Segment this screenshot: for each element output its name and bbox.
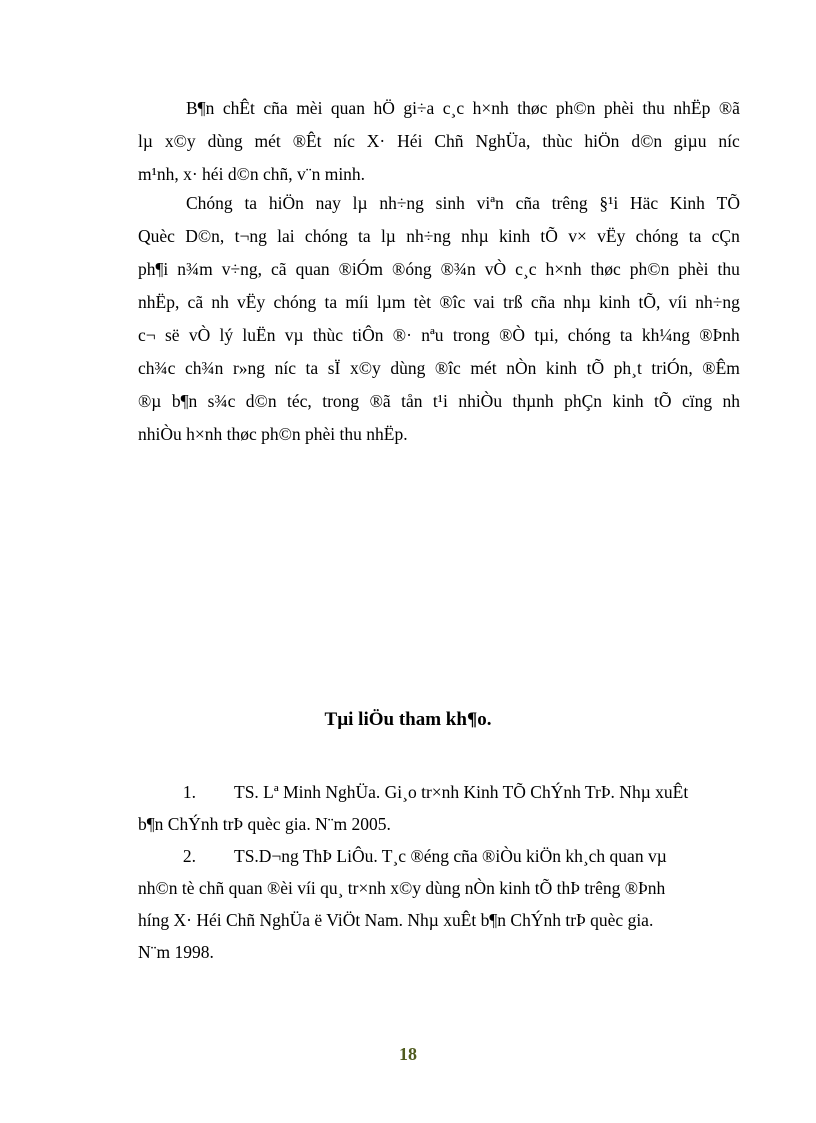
paragraph-1 — [138, 92, 740, 191]
reference-1-number: 1. — [182, 782, 196, 802]
reference-2-line: N¨m 1998. — [138, 942, 214, 962]
paragraph-line: Quèc D©n, t¬ng lai chóng ta lµ nh÷ng nhµ kinh tÕ v× vËy chóng ta cÇn — [138, 226, 740, 246]
paragraph-line: m¹nh, x· héi d©n chñ, v¨n minh. — [138, 164, 366, 184]
reference-1-line — [138, 776, 740, 808]
paragraph-line: lµ x©y dùng mét ®Êt níc X· Héi Chñ NghÜa, thùc hiÖn d©n giµu níc — [138, 131, 740, 151]
paragraph-2 — [138, 187, 740, 451]
paragraph-line: ph¶i n¾m v÷ng, cã quan ®iÓm ®óng ®¾n vÒ c¸c h×nh thøc ph©n phèi thu — [138, 259, 740, 279]
paragraph-line: nhËp, cã nh vËy chóng ta míi lµm tèt ®îc vai trß cña nhµ kinh tÕ, víi nh÷ng — [138, 292, 740, 312]
paragraph-line: Chóng ta hiÖn nay lµ nh÷ng sinh viªn cña trêng §¹i Häc Kinh TÕ — [186, 193, 740, 213]
paragraph-line: ®µ b¶n s¾c d©n téc, trong ®ã tån t¹i nhiÒu thµnh phÇn kinh tÕ cïng nh — [138, 391, 740, 411]
references-list — [138, 776, 740, 968]
reference-2-line: híng X· Héi Chñ NghÜa ë ViÖt Nam. Nhµ xuÊt b¶n ChÝnh trÞ quèc gia. — [138, 910, 654, 930]
page-number: 18 — [399, 1044, 417, 1064]
reference-1-text: TS. Lª Minh NghÜa. Gi¸o tr×nh Kinh TÕ ChÝnh TrÞ. Nhµ xuÊt — [234, 782, 689, 802]
reference-2-text: TS.D¬ng ThÞ LiÔu. T¸c ®éng cña ®iÒu kiÖn kh¸ch quan vµ — [234, 846, 667, 866]
reference-2-line: nh©n tè chñ quan ®èi víi qu¸ tr×nh x©y dùng nÒn kinh tÕ thÞ trêng ®Þnh — [138, 878, 666, 898]
reference-2-number: 2. — [182, 846, 196, 866]
reference-2-line — [138, 840, 740, 872]
reference-1-line: b¶n ChÝnh trÞ quèc gia. N¨m 2005. — [138, 814, 391, 834]
paragraph-line: nhiÒu h×nh thøc ph©n phèi thu nhËp. — [138, 424, 408, 444]
paragraph-line: ch¾c ch¾n r»ng níc ta sÏ x©y dùng ®îc mét nÒn kinh tÕ ph¸t triÓn, ®Êm — [138, 358, 740, 378]
references-heading: Tµi liÖu tham kh¶o. — [324, 709, 492, 730]
paragraph-line: c¬ së vÒ lý luËn vµ thùc tiÔn ®· nªu trong ®Ò tµi, chóng ta kh¼ng ®Þnh — [138, 325, 740, 345]
paragraph-line: B¶n chÊt cña mèi quan hÖ gi÷a c¸c h×nh thøc ph©n phèi thu nhËp ®ã — [186, 98, 740, 118]
